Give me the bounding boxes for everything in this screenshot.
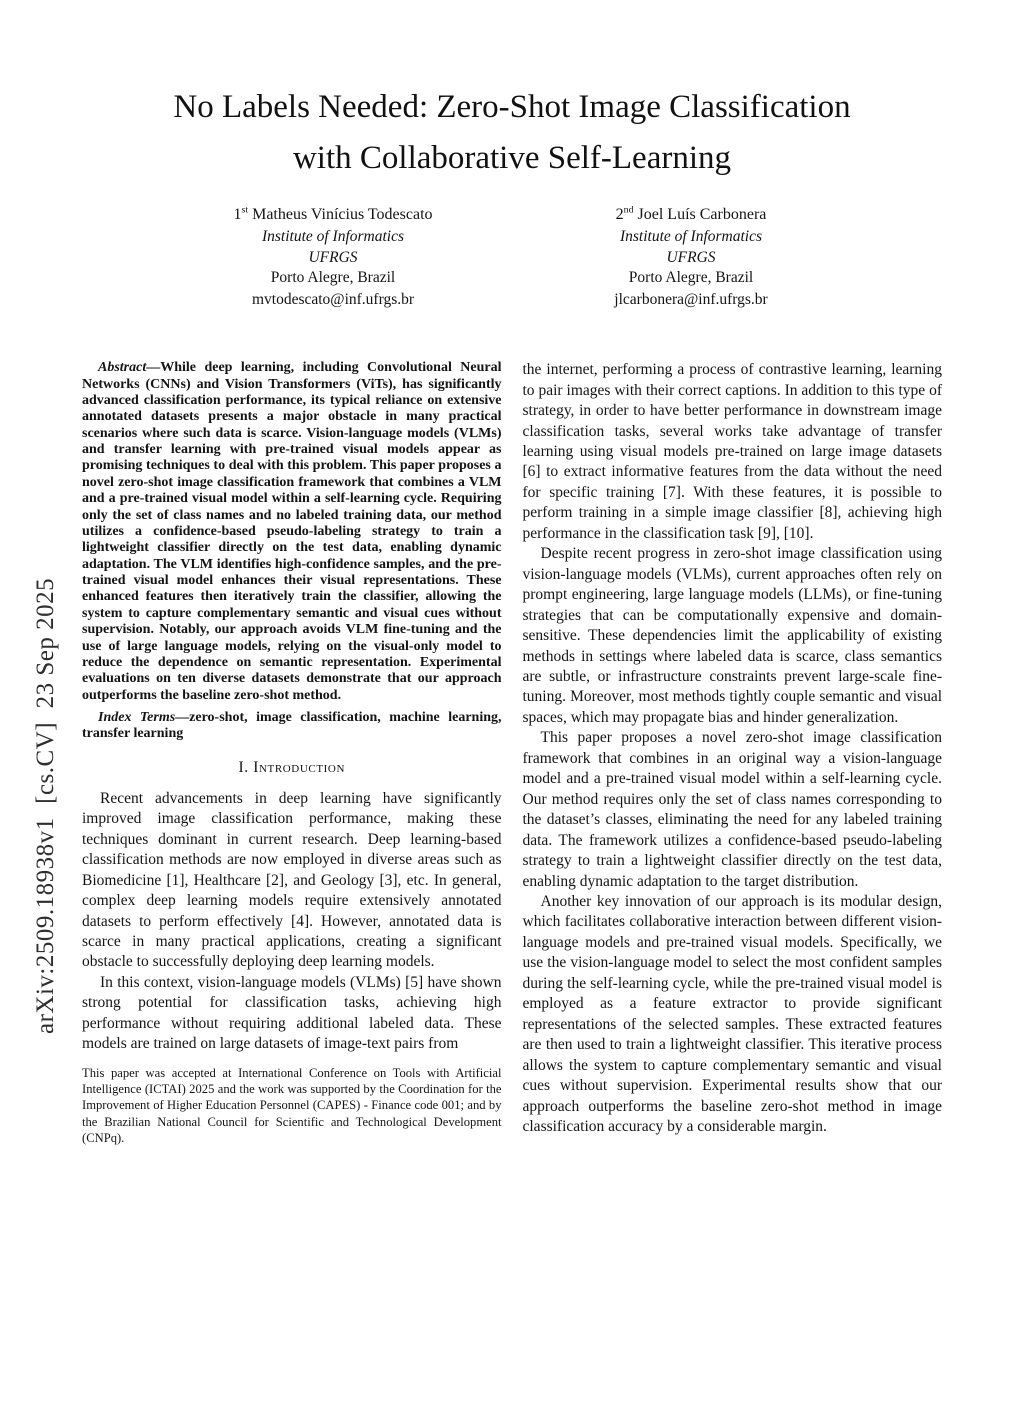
author-1-organization: UFRGS: [308, 248, 358, 266]
intro-paragraph-2: In this context, vision-language models (VLMs) [5] have shown strong potential for classification tasks, achieving high performance without requiring additional labeled data. These models are trained on large datasets of image-text pairs from: [82, 973, 502, 1053]
author-2-ordinal-suffix: nd: [623, 204, 634, 216]
intro-paragraph-2-continued: the internet, performing a process of contrastive learning, learning to pair images with their correct captions. In addition to this type of strategy, in order to have better performance in downstream image classification tasks, several works take advantage of transfer learning using visual models pre-trained on large image datasets [6] to extract informative features from the data without the need for specific training [7]. With these features, it is possible to perform training in a simple image classifier [8], achieving high performance in the classification task [9], [10].: [522, 361, 942, 542]
abstract-text: —While deep learning, including Convolutional Neural Networks (CNNs) and Vision Transformers (ViTs), has significantly advanced classification performance, its typical reliance on extensive annotated datasets presents a major obstacle in many practical scenarios where such data is scarce. Vision-language models (VLMs) and transfer learning with pre-trained visual models appear as promising techniques to deal with this problem. This paper proposes a novel zero-shot image classification framework that combines a VLM and a pre-trained visual model within a self-learning cycle. Requiring only the set of class names and no labeled training data, our method utilizes a confidence-based pseudo-labeling strategy to train a lightweight classifier directly on the test data, enabling dynamic adaptation. The VLM identifies high-confidence samples, and the pre-trained visual model enhances their visual representations. These enhanced features then iteratively train the classifier, allowing the system to capture complementary semantic and visual cues without supervision. Notably, our approach avoids VLM fine-tuning and the use of large language models, relying on the visual-only model to reduce the dependence on semantic representation. Experimental evaluations on ten diverse datasets demonstrate that our approach outperforms the baseline zero-shot method.: [82, 360, 502, 703]
author-1-fullname: Matheus Vinícius Todescato: [248, 206, 433, 224]
right-column: [523, 360, 943, 1146]
author-1-order: 1: [233, 206, 242, 224]
two-column-body: [82, 360, 942, 1146]
author-1-email: mvtodescato@inf.ufrgs.br: [251, 290, 415, 308]
author-1-ordinal-suffix: st: [241, 204, 249, 216]
title-block: [0, 82, 1024, 184]
paper-title: [0, 82, 1024, 184]
paper-title-line-1: No Labels Needed: Zero-Shot Image Classification: [173, 89, 851, 125]
authors-row: [0, 204, 1024, 310]
author-block-1: [163, 204, 503, 310]
author-block-2: [521, 204, 861, 310]
section-heading-introduction: I. Introduction: [238, 758, 345, 776]
author-2-affiliation: Institute of Informatics: [619, 228, 763, 246]
abstract-paragraph: [82, 360, 502, 704]
author-2-organization: UFRGS: [666, 248, 716, 266]
author-2-fullname: Joel Luís Carbonera: [633, 206, 767, 224]
author-1-location: Porto Alegre, Brazil: [270, 269, 396, 287]
intro-paragraph-4: This paper proposes a novel zero-shot image classification framework that combines in an original way a vision-language model and a pre-trained visual model within a self-learning cycle. Our method requires only the set of class names corresponding to the dataset’s classes, eliminating the need for any labeled training data. The framework utilizes a confidence-based pseudo-labeling strategy to train a lightweight classifier directly on the test data, enabling dynamic adaptation to the target distribution.: [522, 729, 942, 890]
intro-paragraph-5: Another key innovation of our approach is its modular design, which facilitates collaborative interaction between different vision-language models and pre-trained visual models. Specifically, we use the vision-language model to select the most confident samples during the self-learning cycle, while the pre-trained visual model is employed as a feature extractor to provide significant representations of the selected samples. These extracted features are then used to train a lightweight classifier. This iterative process allows the system to capture complementary semantic and visual cues without supervision. Experimental results show that our approach outperforms the baseline zero-shot method in image classification accuracy by a considerable margin.: [522, 892, 942, 1135]
left-column: [82, 360, 502, 1146]
paper-page: [0, 82, 1024, 1407]
author-2-email: jlcarbonera@inf.ufrgs.br: [614, 290, 768, 308]
arxiv-watermark: arXiv:2509.18938v1 [cs.CV] 23 Sep 2025: [32, 577, 59, 1034]
author-2-order: 2: [615, 206, 624, 224]
intro-paragraph-3: Despite recent progress in zero-shot image classification using vision-language models (VLMs), current approaches often rely on prompt engineering, large language models (LLMs), or fine-tuning strategies that can be computationally expensive and domain-sensitive. These dependencies limit the applicability of existing methods in settings where labeled data is scarce, class semantics are subtle, or infrastructure constraints prevent large-scale fine-tuning. Moreover, most methods tightly couple semantic and visual spaces, which may propagate bias and hinder generalization.: [522, 545, 942, 726]
intro-paragraph-1: Recent advancements in deep learning have significantly improved image classification performance, making these techniques dominant in current research. Deep learning-based classification methods are now employed in diverse areas such as Biomedicine [1], Healthcare [2], and Geology [3], etc. In general, complex deep learning models require extensively annotated datasets to perform effectively [4]. However, annotated data is scarce in many practical applications, creating a significant obstacle to successfully deploying deep learning models.: [82, 789, 502, 971]
author-1-affiliation: Institute of Informatics: [261, 228, 405, 246]
index-terms: [82, 710, 502, 743]
author-2-name: [521, 204, 861, 225]
abstract-lead-label: Abstract: [98, 360, 147, 376]
author-1-name: [163, 204, 503, 225]
acknowledgment-footnote: This paper was accepted at International Conference on Tools with Artificial Intelligence (ICTAI) 2025 and the work was supported by the Coordination for the Improvement of Higher Education Personnel (CAPES) - Finance code 001; and by the Brazilian National Council for Scientific and Technological Development (CNPq).: [82, 1065, 502, 1146]
author-2-location: Porto Alegre, Brazil: [628, 269, 754, 287]
paper-title-line-2: with Collaborative Self-Learning: [292, 140, 732, 177]
index-terms-text: —zero-shot, image classification, machine learning, transfer learning: [82, 710, 502, 742]
index-terms-lead-label: Index Terms: [98, 710, 176, 726]
